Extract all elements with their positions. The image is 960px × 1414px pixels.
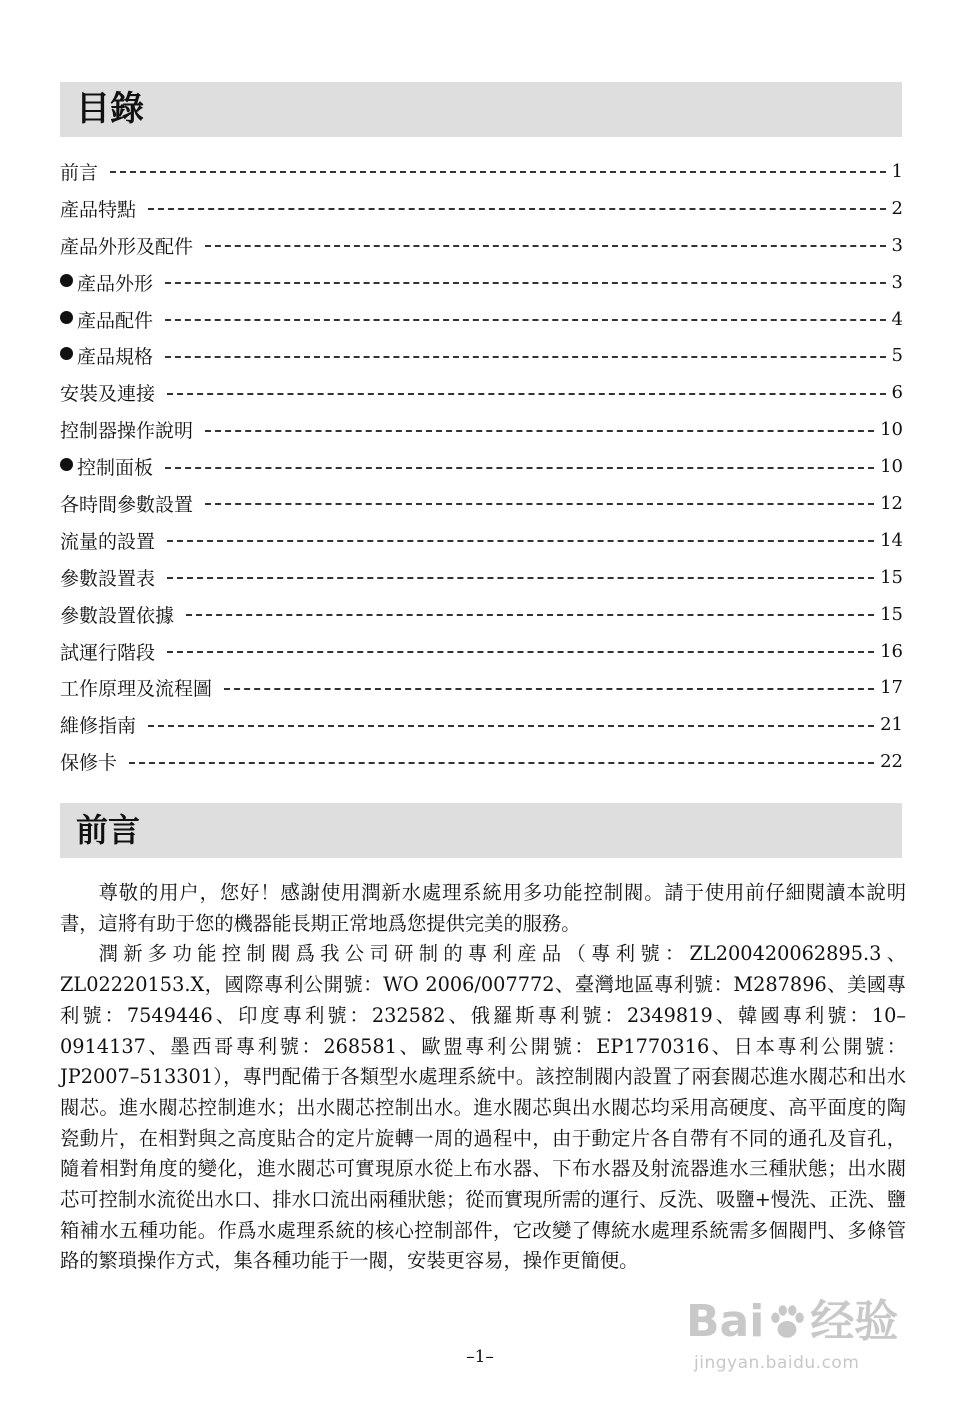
toc-entry-label: 工作原理及流程圖 xyxy=(60,678,213,701)
toc-entry-page: 21 xyxy=(880,714,903,736)
toc-entry[interactable] xyxy=(60,596,903,633)
dot-leader xyxy=(205,245,886,247)
dot-leader xyxy=(165,356,886,358)
toc-entry-label: 各時間參數設置 xyxy=(60,493,194,516)
toc-entry-label: 維修指南 xyxy=(60,715,137,738)
toc-entry[interactable] xyxy=(60,522,903,559)
toc-entry-label: 參數設置表 xyxy=(60,567,156,590)
toc-entry-page: 3 xyxy=(891,234,903,256)
toc-entry-label: 前言 xyxy=(60,161,99,184)
toc-entry-page: 4 xyxy=(891,308,903,330)
watermark-url: jingyan.baidu.com xyxy=(694,1353,860,1373)
toc-entry[interactable] xyxy=(60,559,903,596)
dot-leader xyxy=(205,430,874,432)
toc-entry-label: 控制面板 xyxy=(77,457,154,480)
dot-leader xyxy=(129,762,874,764)
preface-title: 前言 xyxy=(60,803,902,858)
dot-leader xyxy=(167,651,874,653)
preface-paragraph: 潤新多功能控制閥爲我公司研制的專利産品（專利號：ZL200420062895.3、ZL02220153.X，國際專利公開號：WO 2006/007772、臺灣地區專利號：M287896、美國專利號：7549446、印度專利號：232582、俄羅斯專利號：2349819、韓國專利號：10–0914137、墨西哥專利號：268581、歐盟專利公開號：EP1770316、日本專利公開號：JP2007–513301），專門配備于各類型水處理系統中。該控制閥内設置了兩套閥芯進水閥芯和出水閥芯。進水閥芯控制進水；出水閥芯控制出水。進水閥芯與出水閥芯均采用高硬度、高平面度的陶瓷動片，在相對與之高度貼合的定片旋轉一周的過程中，由于動定片各自帶有不同的通孔及盲孔，隨着相對角度的變化，進水閥芯可實現原水從上布水器、下布水器及射流器進水三種狀態；出水閥芯可控制水流從出水口、排水口流出兩種狀態；從而實現所需的運行、反洗、吸鹽+慢洗、正洗、鹽箱補水五種功能。作爲水處理系統的核心控制部件，它改變了傳統水處理系統需多個閥門、多條管路的繁瑣操作方式，集各種功能于一閥，安裝更容易，操作更簡便。 xyxy=(60,942,906,1273)
toc-entry-page: 17 xyxy=(880,677,903,699)
dot-leader xyxy=(148,725,874,727)
dot-leader xyxy=(110,171,886,173)
watermark-logo xyxy=(686,1297,916,1347)
toc-entry-label: 產品配件 xyxy=(77,309,154,332)
toc-entry[interactable] xyxy=(60,706,903,743)
table-of-contents xyxy=(60,153,903,780)
dot-leader xyxy=(167,577,874,579)
toc-entry[interactable] xyxy=(60,411,903,448)
dot-leader xyxy=(186,614,874,616)
bullet-icon xyxy=(60,458,73,471)
toc-entry-label: 試運行階段 xyxy=(60,641,156,664)
toc-entry[interactable] xyxy=(60,485,903,522)
bullet-icon xyxy=(60,274,73,287)
toc-entry[interactable] xyxy=(60,227,903,264)
toc-entry-label: 參數設置依據 xyxy=(60,604,175,627)
toc-entry[interactable] xyxy=(60,301,903,338)
toc-entry[interactable] xyxy=(60,669,903,706)
toc-entry-page: 15 xyxy=(880,566,903,588)
watermark-logo-text: Bai xyxy=(686,1296,765,1347)
paw-icon xyxy=(766,1301,808,1343)
bullet-icon xyxy=(60,347,73,360)
toc-entry-page: 16 xyxy=(880,640,903,662)
dot-leader xyxy=(224,688,874,690)
toc-entry-label: 流量的設置 xyxy=(60,530,156,553)
dot-leader xyxy=(205,503,874,505)
toc-entry-label: 保修卡 xyxy=(60,752,118,775)
toc-entry-page: 5 xyxy=(891,345,903,367)
dot-leader xyxy=(165,467,874,469)
toc-entry-label: 產品外形 xyxy=(77,272,154,295)
toc-entry-label: 產品外形及配件 xyxy=(60,235,194,258)
toc-entry[interactable] xyxy=(60,633,903,670)
watermark-logo-cn: 经验 xyxy=(810,1296,899,1347)
toc-entry[interactable] xyxy=(60,448,903,485)
dot-leader xyxy=(165,282,886,284)
toc-entry-page: 10 xyxy=(880,456,903,478)
toc-entry-page: 12 xyxy=(880,492,903,514)
baidu-jingyan-watermark xyxy=(686,1297,916,1379)
dot-leader xyxy=(167,393,886,395)
toc-entry[interactable] xyxy=(60,264,903,301)
toc-entry-page: 22 xyxy=(880,751,903,773)
dot-leader xyxy=(165,319,886,321)
page-number: –1– xyxy=(466,1347,494,1367)
toc-entry[interactable] xyxy=(60,743,903,780)
toc-entry[interactable] xyxy=(60,153,903,190)
toc-entry-page: 2 xyxy=(891,197,903,219)
dot-leader xyxy=(167,540,874,542)
toc-entry-label: 安裝及連接 xyxy=(60,383,156,406)
toc-entry-page: 3 xyxy=(891,271,903,293)
toc-entry-label: 產品規格 xyxy=(77,346,154,369)
toc-entry-page: 6 xyxy=(891,382,903,404)
bullet-icon xyxy=(60,311,73,324)
toc-entry-page: 10 xyxy=(880,419,903,441)
toc-entry-label: 產品特點 xyxy=(60,198,137,221)
preface-paragraph: 尊敬的用户，您好！感謝使用潤新水處理系統用多功能控制閥。請于使用前仔細閱讀本說明書，這將有助于您的機器能長期正常地爲您提供完美的服務。 xyxy=(60,881,906,935)
toc-title: 目錄 xyxy=(60,82,902,137)
toc-entry-page: 15 xyxy=(880,603,903,625)
toc-entry[interactable] xyxy=(60,374,903,411)
preface-body xyxy=(60,878,906,1277)
dot-leader xyxy=(148,208,886,210)
toc-entry-page: 1 xyxy=(891,160,903,182)
toc-entry-page: 14 xyxy=(880,529,903,551)
toc-entry-label: 控制器操作說明 xyxy=(60,420,194,443)
toc-entry[interactable] xyxy=(60,337,903,374)
toc-entry[interactable] xyxy=(60,190,903,227)
